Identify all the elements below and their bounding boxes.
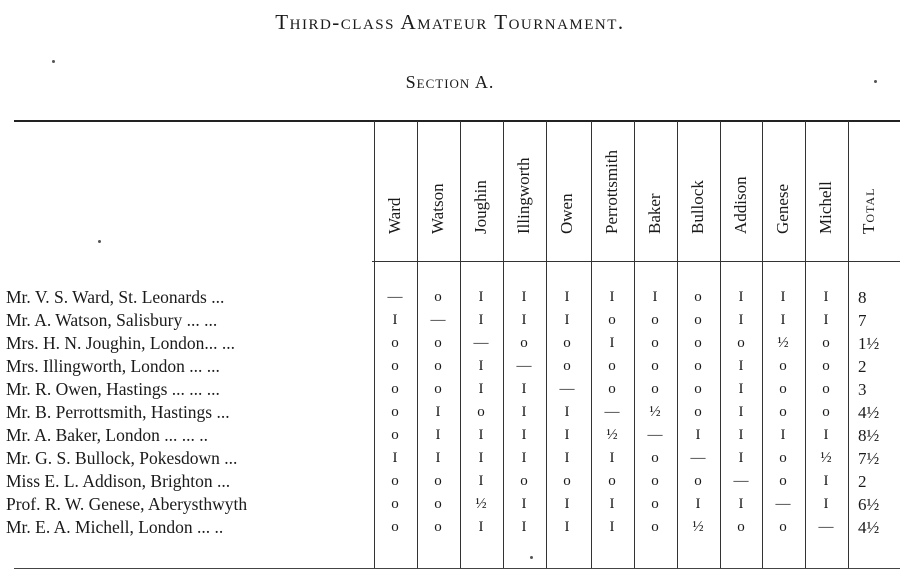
score-cell: — bbox=[818, 519, 834, 535]
score-cell: I bbox=[564, 519, 570, 535]
print-speck bbox=[530, 556, 533, 559]
score-cell: I bbox=[609, 335, 615, 351]
score-cell: I bbox=[478, 450, 484, 466]
score-cell: o bbox=[391, 496, 399, 512]
total-cell: 2 bbox=[858, 357, 867, 376]
column-header-label: Baker bbox=[645, 193, 664, 234]
score-cell: I bbox=[521, 450, 527, 466]
score-cell: I bbox=[738, 381, 744, 397]
score-cell: o bbox=[779, 404, 787, 420]
print-speck bbox=[874, 80, 877, 83]
player-name: Mr. B. Perrottsmith, Hastings ... bbox=[6, 402, 230, 422]
column-header-label: Ward bbox=[385, 197, 404, 234]
score-cell: o bbox=[822, 335, 830, 351]
score-cell: o bbox=[520, 473, 528, 489]
column-header bbox=[720, 122, 762, 260]
score-cell: o bbox=[391, 335, 399, 351]
score-cell: I bbox=[780, 312, 786, 328]
column-header bbox=[677, 122, 719, 260]
column-header-label: Illingworth bbox=[514, 157, 533, 234]
score-cell: o bbox=[651, 496, 659, 512]
score-cell: o bbox=[651, 312, 659, 328]
score-cell: I bbox=[478, 519, 484, 535]
score-cell: I bbox=[478, 358, 484, 374]
column-header bbox=[591, 122, 633, 260]
score-cell: o bbox=[694, 312, 702, 328]
score-cell: o bbox=[477, 404, 485, 420]
column-header-label: Joughin bbox=[471, 180, 490, 234]
score-cell: I bbox=[478, 473, 484, 489]
score-cell: o bbox=[737, 335, 745, 351]
score-cell: o bbox=[520, 335, 528, 351]
score-cell: I bbox=[564, 427, 570, 443]
score-cell: I bbox=[564, 496, 570, 512]
score-cell: o bbox=[434, 519, 442, 535]
header-bottom-rule bbox=[372, 261, 900, 262]
score-cell: o bbox=[694, 473, 702, 489]
score-cell: I bbox=[738, 450, 744, 466]
score-cell: o bbox=[563, 358, 571, 374]
column-header-label: Bullock bbox=[688, 180, 707, 234]
score-cell: — bbox=[733, 473, 749, 489]
score-cell: o bbox=[563, 335, 571, 351]
score-cell: I bbox=[695, 496, 701, 512]
total-cell: 6½ bbox=[858, 495, 880, 514]
score-cell: I bbox=[564, 404, 570, 420]
column-header bbox=[546, 122, 588, 260]
score-cell: o bbox=[651, 358, 659, 374]
score-cell: o bbox=[434, 473, 442, 489]
score-cell: I bbox=[738, 427, 744, 443]
score-cell: — bbox=[775, 496, 791, 512]
score-cell: o bbox=[737, 519, 745, 535]
score-cell: o bbox=[651, 335, 659, 351]
column-header-label: Addison bbox=[731, 176, 750, 234]
score-cell: I bbox=[738, 404, 744, 420]
total-cell: 2 bbox=[858, 472, 867, 491]
score-cell: I bbox=[738, 358, 744, 374]
total-cell: 4½ bbox=[858, 518, 880, 537]
column-header-label: Genese bbox=[773, 183, 792, 234]
player-name: Mr. G. S. Bullock, Pokesdown ... bbox=[6, 448, 238, 468]
score-cell: o bbox=[391, 427, 399, 443]
column-header bbox=[805, 122, 847, 260]
player-name: Mr. R. Owen, Hastings ... ... ... bbox=[6, 379, 220, 399]
score-cell: o bbox=[694, 358, 702, 374]
player-name: Miss E. L. Addison, Brighton ... bbox=[6, 471, 231, 491]
total-cell: 1½ bbox=[858, 334, 880, 353]
score-cell: I bbox=[478, 427, 484, 443]
score-cell: I bbox=[564, 450, 570, 466]
section-heading: Section A. bbox=[405, 72, 495, 92]
score-cell: o bbox=[651, 450, 659, 466]
score-cell: I bbox=[609, 496, 615, 512]
table-bottom-rule bbox=[14, 568, 900, 569]
score-cell: o bbox=[779, 381, 787, 397]
column-header bbox=[374, 122, 416, 260]
player-name: Prof. R. W. Genese, Aberysthwyth bbox=[6, 494, 248, 514]
score-cell: o bbox=[822, 381, 830, 397]
column-header-label: Perrottsmith bbox=[602, 149, 621, 234]
score-cell: o bbox=[694, 335, 702, 351]
page-title: Third-class Amateur Tournament. bbox=[275, 10, 625, 34]
column-header-label: Michell bbox=[816, 181, 835, 234]
score-cell: o bbox=[608, 381, 616, 397]
score-cell: I bbox=[521, 427, 527, 443]
score-cell: I bbox=[564, 289, 570, 305]
score-cell: I bbox=[609, 519, 615, 535]
score-cell: I bbox=[392, 450, 398, 466]
score-cell: I bbox=[652, 289, 658, 305]
score-cell: I bbox=[521, 496, 527, 512]
player-name: Mr. A. Watson, Salisbury ... ... bbox=[6, 310, 218, 330]
score-cell: I bbox=[521, 289, 527, 305]
total-cell: 4½ bbox=[858, 403, 880, 422]
score-cell: I bbox=[609, 450, 615, 466]
score-cell: o bbox=[651, 381, 659, 397]
score-cell: — bbox=[473, 335, 489, 351]
score-cell: I bbox=[435, 427, 441, 443]
score-cell: o bbox=[391, 473, 399, 489]
score-cell: I bbox=[738, 496, 744, 512]
player-name: Mr. E. A. Michell, London ... .. bbox=[6, 517, 224, 537]
player-name: Mr. A. Baker, London ... ... .. bbox=[6, 425, 208, 445]
score-cell: o bbox=[694, 381, 702, 397]
score-cell: I bbox=[564, 312, 570, 328]
score-cell: I bbox=[780, 289, 786, 305]
score-cell: I bbox=[478, 381, 484, 397]
score-cell: o bbox=[563, 473, 571, 489]
score-cell: I bbox=[738, 289, 744, 305]
score-cell: I bbox=[521, 519, 527, 535]
player-name: Mrs. Illingworth, London ... ... bbox=[6, 356, 220, 376]
score-cell: ½ bbox=[649, 404, 661, 420]
score-cell: o bbox=[651, 519, 659, 535]
score-cell: o bbox=[694, 404, 702, 420]
score-cell: o bbox=[434, 289, 442, 305]
score-cell: — bbox=[647, 427, 663, 443]
score-cell: I bbox=[609, 289, 615, 305]
score-cell: o bbox=[822, 358, 830, 374]
column-header bbox=[417, 122, 459, 260]
score-cell: — bbox=[604, 404, 620, 420]
score-cell: — bbox=[430, 312, 446, 328]
score-cell: I bbox=[435, 450, 441, 466]
score-cell: I bbox=[521, 381, 527, 397]
total-cell: 7 bbox=[858, 311, 867, 330]
total-cell: 8½ bbox=[858, 426, 880, 445]
print-speck bbox=[98, 240, 101, 243]
player-name: Mrs. H. N. Joughin, London... ... bbox=[6, 333, 235, 353]
score-cell: ½ bbox=[692, 519, 704, 535]
score-cell: I bbox=[521, 312, 527, 328]
score-cell: I bbox=[521, 404, 527, 420]
score-cell: I bbox=[478, 312, 484, 328]
score-cell: o bbox=[434, 335, 442, 351]
score-cell: I bbox=[392, 312, 398, 328]
score-cell: ½ bbox=[606, 427, 618, 443]
score-cell: I bbox=[823, 289, 829, 305]
column-header bbox=[460, 122, 502, 260]
column-header-label: Owen bbox=[557, 193, 576, 234]
column-header-label: Total bbox=[859, 187, 878, 234]
score-cell: o bbox=[434, 496, 442, 512]
player-name: Mr. V. S. Ward, St. Leonards ... bbox=[6, 287, 225, 307]
score-cell: — bbox=[516, 358, 532, 374]
score-cell: o bbox=[651, 473, 659, 489]
column-header bbox=[634, 122, 676, 260]
score-cell: o bbox=[608, 312, 616, 328]
score-cell: o bbox=[434, 358, 442, 374]
score-cell: o bbox=[434, 381, 442, 397]
score-cell: I bbox=[823, 473, 829, 489]
column-header bbox=[848, 122, 890, 260]
column-header bbox=[503, 122, 545, 260]
score-cell: o bbox=[391, 404, 399, 420]
score-cell: — bbox=[690, 450, 706, 466]
score-cell: ½ bbox=[777, 335, 789, 351]
score-cell: o bbox=[391, 519, 399, 535]
column-header-label: Watson bbox=[428, 183, 447, 234]
total-cell: 7½ bbox=[858, 449, 880, 468]
score-cell: I bbox=[738, 312, 744, 328]
score-cell: I bbox=[478, 289, 484, 305]
total-cell: 8 bbox=[858, 288, 867, 307]
score-cell: o bbox=[822, 404, 830, 420]
score-cell: ½ bbox=[475, 496, 487, 512]
score-cell: I bbox=[823, 496, 829, 512]
score-cell: I bbox=[823, 312, 829, 328]
score-cell: I bbox=[695, 427, 701, 443]
column-header bbox=[762, 122, 804, 260]
score-cell: o bbox=[779, 450, 787, 466]
score-cell: I bbox=[823, 427, 829, 443]
score-cell: o bbox=[608, 358, 616, 374]
score-cell: I bbox=[780, 427, 786, 443]
score-cell: o bbox=[779, 519, 787, 535]
score-cell: — bbox=[387, 289, 403, 305]
score-cell: o bbox=[608, 473, 616, 489]
score-cell: o bbox=[694, 289, 702, 305]
score-cell: I bbox=[435, 404, 441, 420]
print-speck bbox=[52, 60, 55, 63]
score-cell: o bbox=[779, 358, 787, 374]
score-cell: ½ bbox=[820, 450, 832, 466]
score-cell: — bbox=[559, 381, 575, 397]
score-cell: o bbox=[391, 358, 399, 374]
score-cell: o bbox=[391, 381, 399, 397]
total-cell: 3 bbox=[858, 380, 867, 399]
score-cell: o bbox=[779, 473, 787, 489]
